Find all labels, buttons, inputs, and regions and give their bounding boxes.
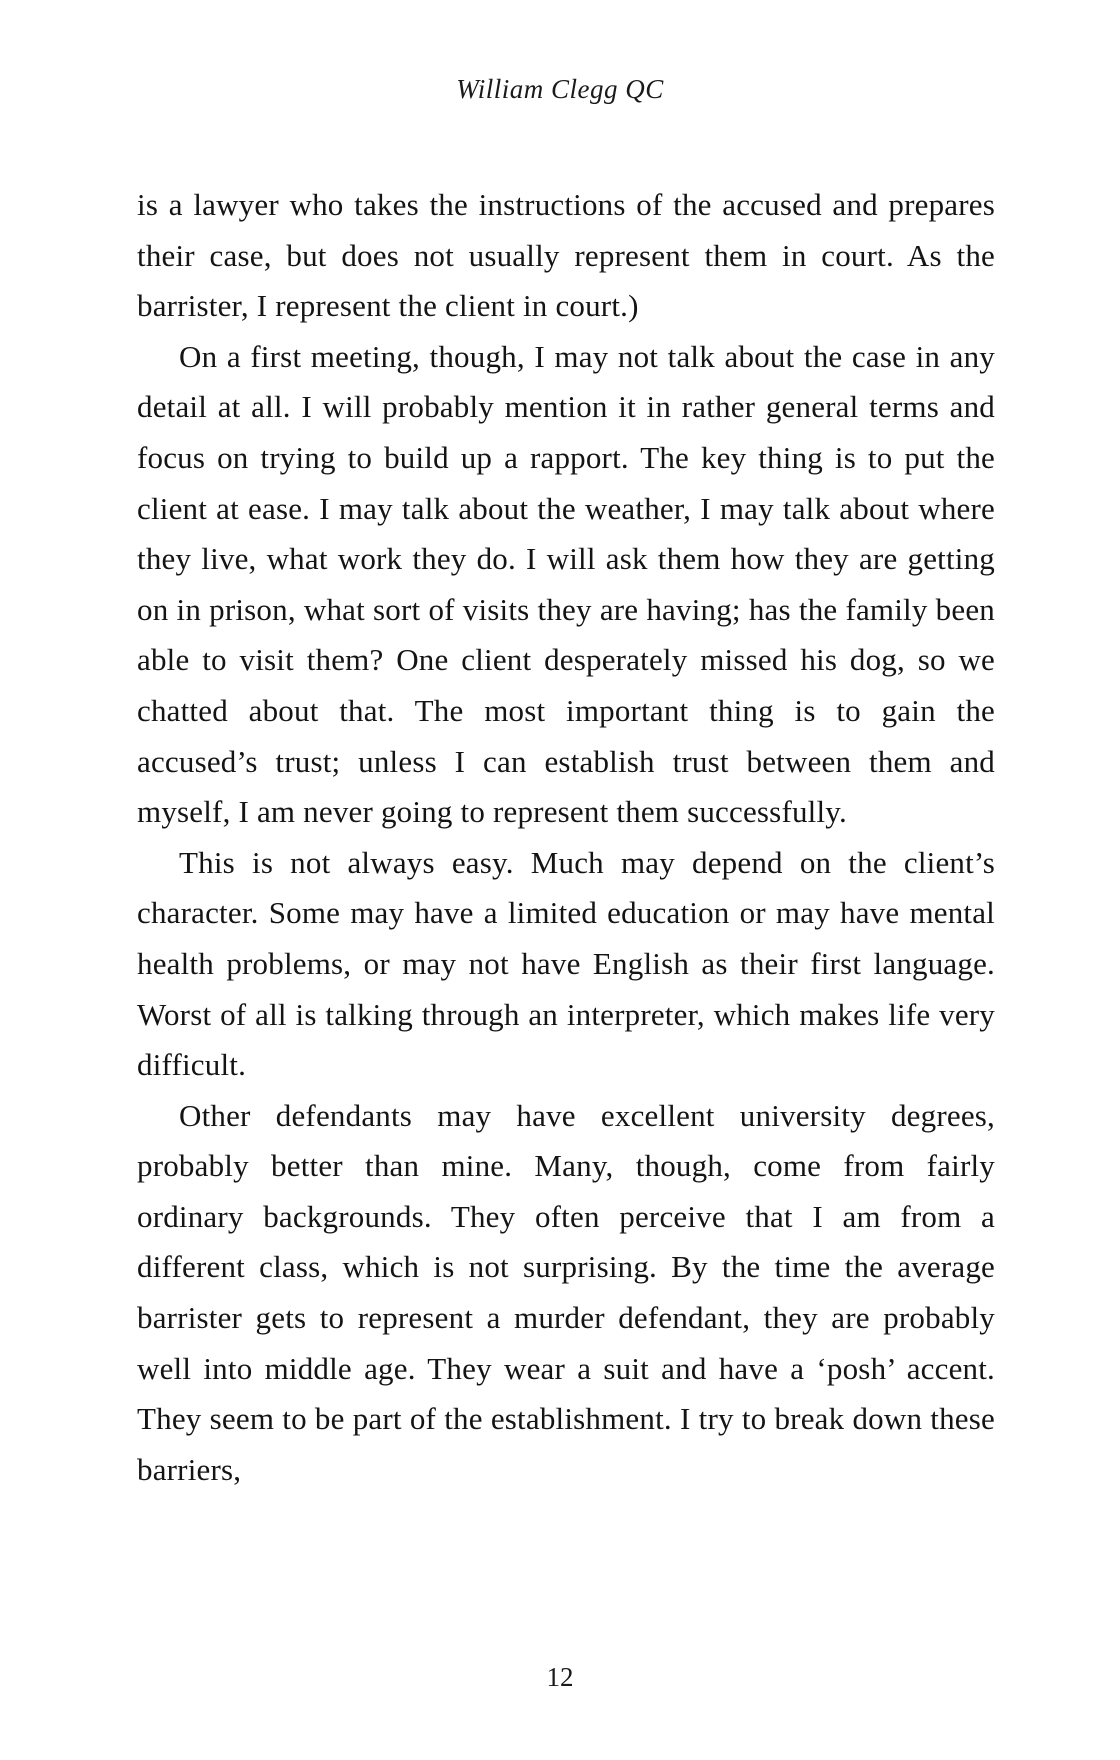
paragraph-continued: is a lawyer who takes the instructions of the accused and prepares their case, but does not usually represent them in court. As the barrister, I represent the client in court.) [137,187,995,324]
paragraph: On a first meeting, though, I may not talk about the case in any detail at all. I will probably mention it in rather general terms and focus on trying to build up a rapport. The key thing is to put the client at ease. I may talk about the weather, I may talk about where they live, what work they do. I will ask them how they are getting on in prison, what sort of visits they are having; has the family been able to visit them? One client desperately missed his dog, so we chatted about that. The most important thing is to gain the accused’s trust; unless I can establish trust between them and myself, I am never going to represent them successfully. [137,338,995,830]
paragraph: Other defendants may have excellent university degrees, probably better than mine. Many, though, come from fairly ordinary backgrounds. They often perceive that I am from a different class, which is not surprising. By the time the average barrister gets to represent a murder defendant, they are probably well into middle age. They wear a suit and have a ‘posh’ accent. They seem to be part of the establishment. I try to break down these barriers, [137,1097,995,1487]
running-head: William Clegg QC [456,74,664,104]
paragraph: This is not always easy. Much may depend on the client’s character. Some may have a limited education or may have mental health problems, or may not have English as their first language. Worst of all is talking through an interpreter, which makes life very difficult. [137,844,995,1083]
page-number: 12 [546,1662,574,1692]
page-body [137,180,995,1495]
